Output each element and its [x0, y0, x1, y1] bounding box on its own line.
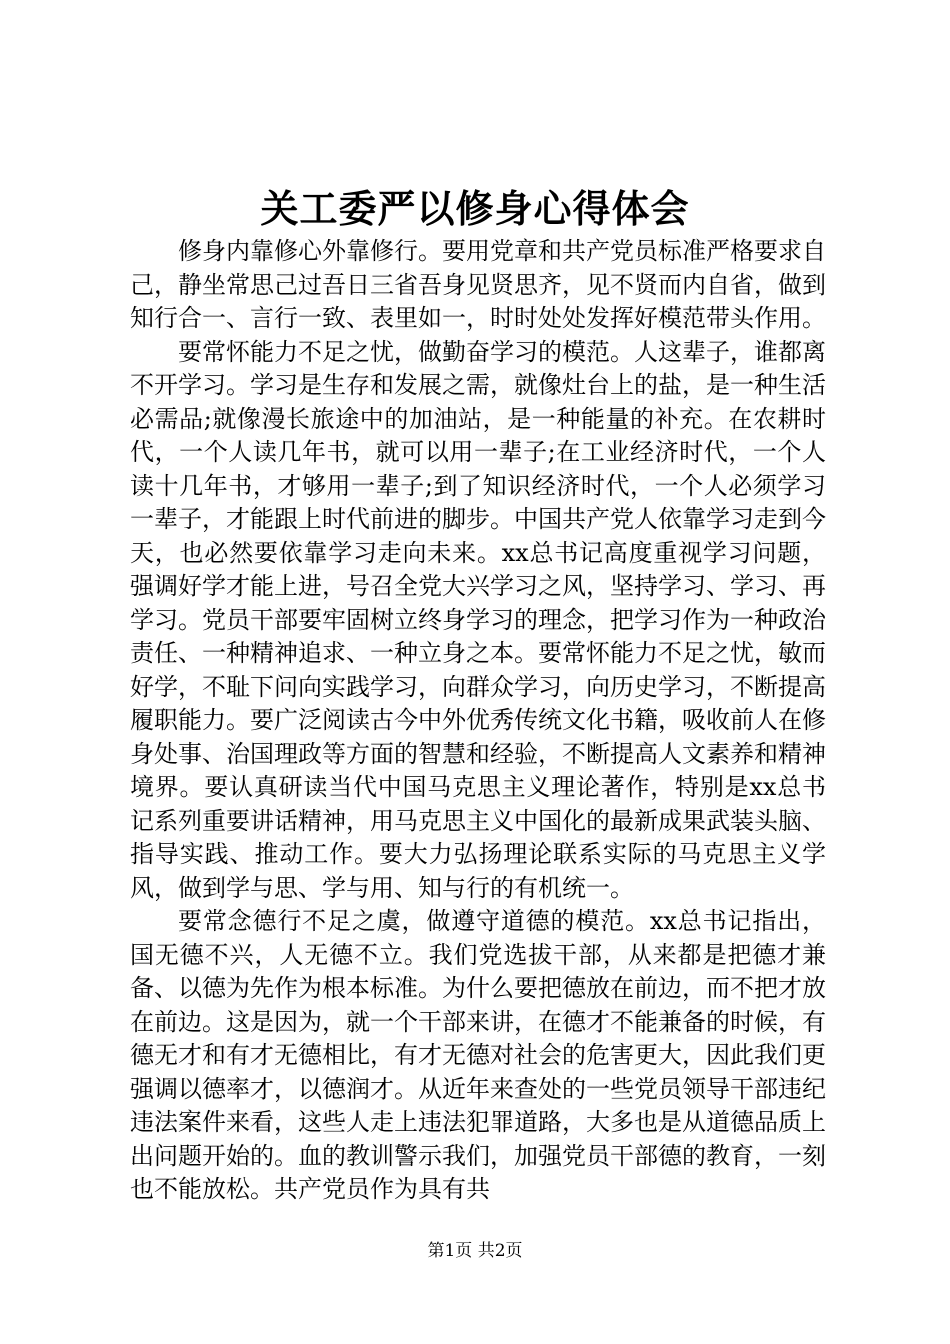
- paragraph-diligent-learning: 要常怀能力不足之忧，做勤奋学习的模范。人这辈子，谁都离不开学习。学习是生存和发展之需，就像灶台上的盐，是一种生活必需品;就像漫长旅途中的加油站，是一种能量的补充。在农耕时代，一个人读几年书，就可以用一辈子;在工业经济时代，一个人读十几年书，才够用一辈子;到了知识经济时代，一个人必须学习一辈子，才能跟上时代前进的脚步。中国共产党人依靠学习走到今天，也必然要依靠学习走向未来。xx总书记高度重视学习问题，强调好学才能上进，号召全党大兴学习之风，坚持学习、学习、再学习。党员干部要牢固树立终身学习的理念，把学习作为一种政治责任、一种精神追求、一种立身之本。要常怀能力不足之忧，敏而好学，不耻下问向实践学习，向群众学习，向历史学习，不断提高履职能力。要广泛阅读古今中外优秀传统文化书籍，吸收前人在修身处事、治国理政等方面的智慧和经验，不断提高人文素养和精神境界。要认真研读当代中国马克思主义理论著作，特别是xx总书记系列重要讲话精神，用马克思主义中国化的最新成果武装头脑、指导实践、推动工作。要大力弘扬理论联系实际的马克思主义学风，做到学与思、学与用、知与行的有机统一。: [130, 337, 826, 902]
- page-number-footer: 第1页 共2页: [427, 1241, 523, 1261]
- document-body: [130, 235, 826, 1207]
- paragraph-moral-conduct: 要常念德行不足之虞，做遵守道德的模范。xx总书记指出，国无德不兴，人无德不立。我们党选拔干部，从来都是把德才兼备、以德为先作为根本标准。为什么要把德放在前边，而不把才放在前边。这是因为，就一个干部来讲，在德才不能兼备的时候，有德无才和有才无德相比，有才无德对社会的危害更大，因此我们更强调以德率才，以德润才。从近年来查处的一些党员领导干部违纪违法案件来看，这些人走上违法犯罪道路，大多也是从道德品质上出问题开始的。血的教训警示我们，加强党员干部德的教育，一刻也不能放松。共产党员作为具有共: [130, 907, 826, 1203]
- document-title: 关工委严以修身心得体会: [260, 186, 690, 231]
- paragraph-self-cultivation: 修身内靠修心外靠修行。要用党章和共产党员标准严格要求自己，静坐常思己过吾日三省吾身见贤思齐，见不贤而内自省，做到知行合一、言行一致、表里如一，时时处处发挥好模范带头作用。: [130, 237, 826, 332]
